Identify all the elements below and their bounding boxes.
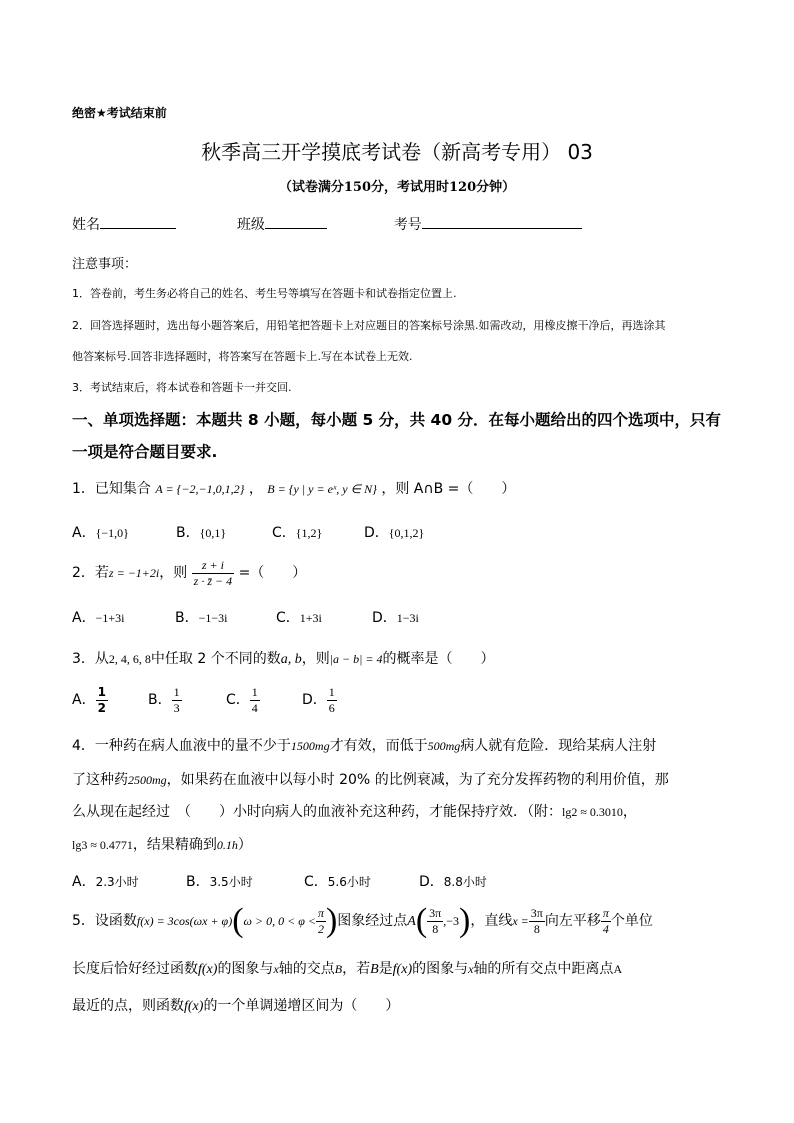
q1-set-b: B = {y | y = eˣ, y ∈ N}	[267, 482, 377, 496]
q5-line-2: 长度后恰好经过函数f(x)的图象与x轴的交点B，若B是f(x)的图象与x轴的所有交点中距离点A	[72, 961, 623, 977]
q4-line-3: 么从现在起经过 （ ）小时向病人的血液补充这种药，才能保持疗效．（附：lg2 ≈ 0.3010，	[72, 804, 637, 820]
q4-option-d[interactable]: D．8.8小时	[419, 874, 487, 890]
q3-option-a[interactable]: A． $\frac{1}{2}$	[72, 684, 106, 715]
q3-options	[72, 683, 337, 717]
q4-option-b[interactable]: B．3.5小时	[186, 874, 253, 890]
q2-option-d[interactable]: D．1−3i	[372, 610, 419, 626]
q4-line-2: 了这种药2500mg，如果药在血液中以每小时 20% 的比例衰减，为了充分发挥药物的利用价值，那	[72, 772, 669, 788]
q1-ask: ，则 A∩B =（ ）	[381, 481, 516, 497]
q1-option-d[interactable]: D．{0,1,2}	[364, 525, 425, 541]
notes-heading: 注意事项：	[72, 257, 138, 272]
q2-z: z = −1+2i	[108, 566, 160, 580]
q2-prefix: 2．若	[72, 565, 109, 581]
note-item-2b: 他答案标号.回答非选择题时，将答案写在答题卡上.写在本试卷上无效.	[72, 350, 413, 363]
question-1	[72, 478, 515, 498]
q3-mid: 中任取 2 个不同的数	[150, 651, 281, 667]
q2-eq: =（ ）	[238, 565, 307, 581]
q3-option-b[interactable]: B． $\frac{1}{3}$	[148, 684, 180, 715]
q1-prefix: 1．已知集合	[72, 481, 151, 497]
q3-option-d[interactable]: D． $\frac{1}{6}$	[302, 684, 335, 715]
q2-then: ，则	[159, 565, 188, 581]
q5-line-1: 5．设函数f(x) = 3cos(ωx + φ)(ω > 0, 0 < φ < $\frac{\pi}{2}$ )图象经过点A( $\frac{3\pi}{8}$ ,−3)，直线x = $\frac{3\pi}{8}$ 向左平移 $\frac{\pi}{4}$ 个单位	[72, 902, 653, 939]
q4-options	[72, 871, 487, 891]
q3-prefix: 3．从	[72, 651, 109, 667]
q2-options	[72, 607, 419, 627]
q4-line-1: 4．一种药在病人血液中的量不少于1500mg才有效，而低于500mg病人就有危险．现给某病人注射	[72, 738, 657, 754]
q5-line-3: 最近的点，则函数f(x)的一个单调递增区间为（ ）	[72, 998, 400, 1014]
q1-options	[72, 522, 424, 542]
name-field[interactable]	[100, 214, 176, 229]
page-title: 秋季高三开学摸底考试卷（新高考专用） 03	[201, 140, 593, 164]
q3-end: 的概率是（ ）	[382, 651, 495, 667]
name-label: 姓名	[72, 217, 100, 233]
note-item-1: 1．答卷前，考生务必将自己的姓名、考生号等填写在答题卡和试卷指定位置上.	[72, 287, 457, 300]
q1-option-b[interactable]: B．{0,1}	[176, 525, 227, 541]
class-label: 班级	[236, 217, 265, 233]
page-subtitle: （试卷满分150分，考试用时120分钟）	[278, 180, 516, 195]
q1-set-a: A = {−2,−1,0,1,2}	[155, 482, 245, 496]
q3-option-c[interactable]: C． $\frac{1}{4}$	[226, 684, 258, 715]
id-field[interactable]	[422, 214, 582, 229]
q4-line-4: lg3 ≈ 0.4771，结果精确到0.1h）	[72, 837, 252, 853]
q2-option-b[interactable]: B．−1−3i	[175, 610, 228, 626]
q4-option-c[interactable]: C．5.6小时	[304, 874, 371, 890]
q3-then: ，则	[301, 651, 330, 667]
q1-comma: ，	[248, 481, 263, 497]
question-2	[72, 556, 306, 590]
q3-ab: a, b	[280, 652, 302, 667]
q2-option-c[interactable]: C．1+3i	[276, 610, 322, 626]
question-3	[72, 648, 495, 668]
note-item-2a: 2．回答选择题时，选出每小题答案后，用铅笔把答题卡上对应题目的答案标号涂黑.如需改动，用橡皮擦干净后，再选涂其	[72, 319, 666, 332]
confidential-mark: 绝密★考试结束前	[72, 106, 167, 120]
q1-option-a[interactable]: A．{−1,0}	[72, 525, 129, 541]
q4-option-a[interactable]: A．2.3小时	[72, 874, 139, 890]
id-label: 考号	[393, 217, 422, 233]
q3-nums: 2, 4, 6, 8	[108, 652, 151, 666]
note-item-3: 3．考试结束后，将本试卷和答题卡一并交回.	[72, 381, 292, 394]
student-info-row	[72, 214, 582, 234]
q3-abs: |a − b| = 4	[329, 652, 383, 666]
q2-option-a[interactable]: A．−1+3i	[72, 610, 125, 626]
section-heading-line1: 一、单项选择题：本题共 8 小题，每小题 5 分，共 40 分．在每小题给出的四个选项中，只有	[72, 411, 722, 429]
q1-option-c[interactable]: C．{1,2}	[272, 525, 323, 541]
q2-fraction: $\frac{z + i}{z \cdot z̄ - 4}$	[193, 557, 233, 588]
section-heading-line2: 一项是符合题目要求.	[72, 443, 218, 461]
class-field[interactable]	[265, 214, 327, 229]
